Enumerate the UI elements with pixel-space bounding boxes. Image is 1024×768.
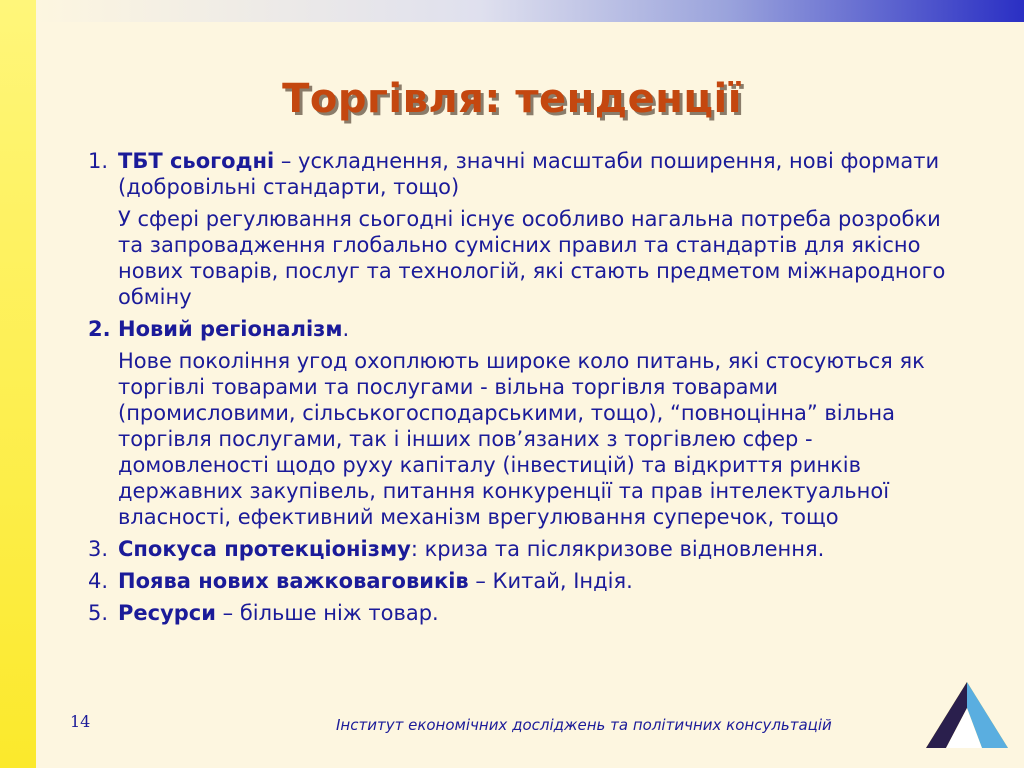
list-item-4 xyxy=(88,568,948,594)
slide-content xyxy=(88,148,948,632)
item-heading: Новий регіоналізм xyxy=(118,317,343,341)
footer-institute: Інститут економічних досліджень та політичних консультацій xyxy=(336,716,832,734)
page-number: 14 xyxy=(70,712,91,731)
list-item-1 xyxy=(88,148,948,200)
item-number: 4. xyxy=(88,569,109,593)
item-1-detail: У сфері регулювання сьогодні існує особливо нагальна потреба розробки та запровадження глобально сумісних правил та стандартів для якісно нових товарів, послуг та технологій, які стають предметом міжнародного обміну xyxy=(118,207,946,309)
item-heading: ТБТ сьогодні xyxy=(118,149,275,173)
list-item-3 xyxy=(88,536,948,562)
item-number: 2. xyxy=(88,317,111,341)
item-text: . xyxy=(342,317,350,341)
item-text: – ускладнення, значні масштаби поширення, нові формати (добровільні стандарти, тощо) xyxy=(118,149,940,199)
item-text: : криза та післякризове відновлення. xyxy=(410,537,825,561)
item-number: 5. xyxy=(88,601,109,625)
top-gradient-bar xyxy=(36,0,1024,22)
item-heading: Поява нових важковаговиків xyxy=(118,569,469,593)
triangle-logo-icon xyxy=(924,676,1010,752)
item-number: 3. xyxy=(88,537,109,561)
list-item-5 xyxy=(88,600,948,626)
item-heading: Спокуса протекціонізму xyxy=(118,537,411,561)
item-2-detail: Нове покоління угод охоплюють широке коло питань, які стосуються як торгівлі товарами та послугами - вільна торгівля товарами (промисловими, сільськогосподарськими, тощо), “повноцінна” вільна торгівля послугами, так і інших пов’язаних з торгівлею сфер - домовленості щодо руху капіталу (інвестицій) та відкриття ринків державних закупівель, питання конкуренції та прав інтелектуальної власності, ефективний механізм врегулювання суперечок, тощо xyxy=(118,349,925,529)
item-text: – Китай, Індія. xyxy=(468,569,633,593)
item-text: – більше ніж товар. xyxy=(215,601,439,625)
item-heading: Ресурси xyxy=(118,601,216,625)
list-item-2 xyxy=(88,316,948,342)
item-number: 1. xyxy=(88,149,109,173)
slide-title: Торгівля: тенденції xyxy=(282,76,742,122)
